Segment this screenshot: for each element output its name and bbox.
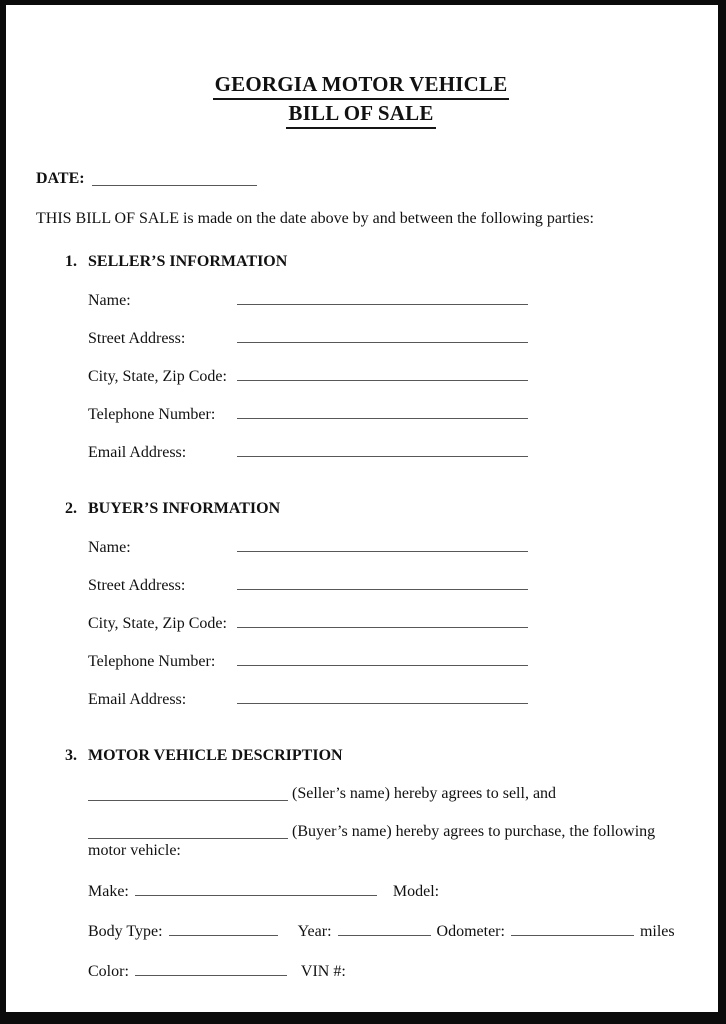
seller-section-heading — [36, 252, 686, 271]
seller-city-label: City, State, Zip Code: — [88, 368, 227, 385]
vehicle-section-heading — [36, 746, 686, 765]
buyer-section-heading — [36, 499, 686, 518]
buyer-name-row — [88, 537, 684, 556]
year-label: Year: — [297, 923, 332, 940]
color-vin-row — [88, 961, 684, 980]
buyer-street-input[interactable] — [237, 575, 528, 590]
vd-buyer-name-input[interactable] — [88, 824, 288, 839]
make-model-row — [88, 881, 684, 900]
buyer-phone-row — [88, 651, 684, 670]
buyer-email-label: Email Address: — [88, 691, 187, 708]
seller-clause-text: (Seller’s name) hereby agrees to sell, and — [292, 785, 557, 802]
buyer-city-label: City, State, Zip Code: — [88, 615, 227, 632]
vehicle-section-title: MOTOR VEHICLE DESCRIPTION — [88, 747, 343, 764]
date-label: DATE: — [36, 170, 85, 187]
seller-email-label: Email Address: — [88, 444, 187, 461]
bill-of-sale-document — [6, 5, 718, 1012]
buyer-clause — [88, 822, 684, 860]
buyer-section-title: BUYER’S INFORMATION — [88, 500, 281, 517]
date-input[interactable] — [92, 171, 257, 186]
buyer-section-number: 2. — [65, 500, 77, 517]
seller-section-title: SELLER’S INFORMATION — [88, 253, 288, 270]
document-title — [36, 71, 686, 129]
buyer-city-input[interactable] — [237, 613, 528, 628]
buyer-email-input[interactable] — [237, 689, 528, 704]
vehicle-section-body — [88, 784, 684, 980]
vin-label: VIN #: — [300, 963, 346, 980]
title-line-2: BILL OF SALE — [36, 100, 686, 129]
seller-phone-label: Telephone Number: — [88, 406, 216, 423]
year-input[interactable] — [338, 921, 431, 936]
buyer-street-label: Street Address: — [88, 577, 186, 594]
buyer-name-label: Name: — [88, 539, 131, 556]
seller-name-label: Name: — [88, 292, 131, 309]
make-label: Make: — [88, 883, 129, 900]
buyer-clause-text: (Buyer’s name) hereby agrees to purchase, the following motor vehicle: — [88, 823, 656, 859]
odometer-label: Odometer: — [436, 923, 505, 940]
buyer-city-row — [88, 613, 684, 632]
color-label: Color: — [88, 963, 129, 980]
vehicle-description-section — [36, 746, 686, 980]
seller-information-section — [36, 252, 686, 461]
seller-city-input[interactable] — [237, 366, 528, 381]
model-label: Model: — [392, 883, 440, 900]
title-line-1: GEORGIA MOTOR VEHICLE — [36, 71, 686, 100]
seller-phone-row — [88, 404, 684, 423]
seller-name-row — [88, 290, 684, 309]
seller-city-row — [88, 366, 684, 385]
seller-street-input[interactable] — [237, 328, 528, 343]
vd-seller-name-input[interactable] — [88, 786, 288, 801]
miles-suffix: miles — [639, 923, 675, 940]
body-year-odometer-row — [88, 921, 684, 940]
seller-email-row — [88, 442, 684, 461]
seller-email-input[interactable] — [237, 442, 528, 457]
buyer-phone-label: Telephone Number: — [88, 653, 216, 670]
buyer-name-input[interactable] — [237, 537, 528, 552]
buyer-information-section — [36, 499, 686, 708]
date-row — [36, 169, 686, 188]
vehicle-section-number: 3. — [65, 747, 77, 764]
intro-text: THIS BILL OF SALE is made on the date above by and between the following parties: — [36, 210, 594, 227]
buyer-phone-input[interactable] — [237, 651, 528, 666]
seller-section-number: 1. — [65, 253, 77, 270]
seller-clause — [88, 784, 684, 803]
color-input[interactable] — [135, 961, 287, 976]
body-type-label: Body Type: — [88, 923, 163, 940]
seller-street-row — [88, 328, 684, 347]
buyer-section-body — [88, 537, 684, 708]
buyer-email-row — [88, 689, 684, 708]
seller-street-label: Street Address: — [88, 330, 186, 347]
body-type-input[interactable] — [169, 921, 278, 936]
odometer-input[interactable] — [511, 921, 634, 936]
seller-name-input[interactable] — [237, 290, 528, 305]
seller-phone-input[interactable] — [237, 404, 528, 419]
make-input[interactable] — [135, 881, 377, 896]
seller-section-body — [88, 290, 684, 461]
buyer-street-row — [88, 575, 684, 594]
